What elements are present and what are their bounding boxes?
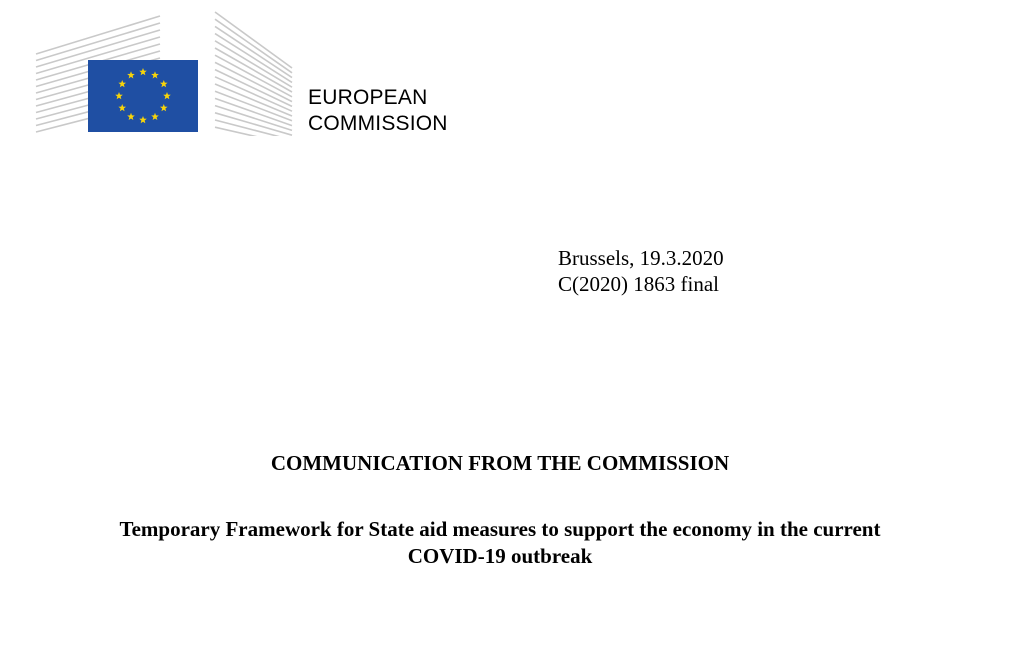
document-subject-line-1: Temporary Framework for State aid measures to support the economy in the current bbox=[119, 517, 881, 541]
organization-name-line-2: COMMISSION bbox=[308, 112, 448, 135]
organization-name bbox=[308, 85, 448, 137]
document-reference: C(2020) 1863 final bbox=[558, 272, 719, 296]
document-subject-line-2: COVID-19 outbreak bbox=[407, 544, 593, 568]
organization-name-line-1: EUROPEAN bbox=[308, 86, 428, 109]
document-meta bbox=[558, 245, 724, 297]
document-subject bbox=[0, 516, 1000, 570]
european-commission-logo-icon bbox=[30, 8, 300, 136]
communication-title: COMMUNICATION FROM THE COMMISSION bbox=[270, 451, 730, 475]
place-date: Brussels, 19.3.2020 bbox=[558, 246, 724, 270]
